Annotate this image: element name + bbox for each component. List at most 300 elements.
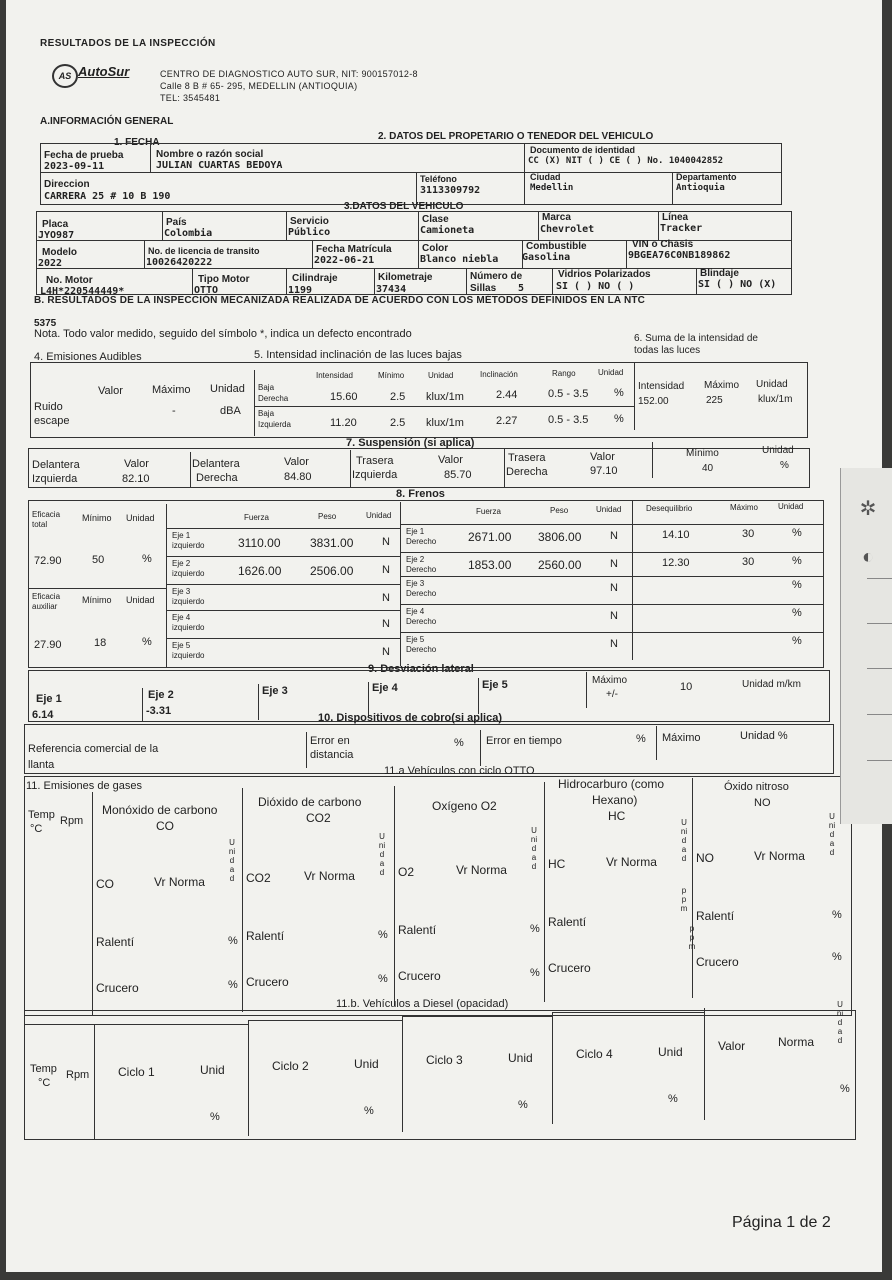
susp-unidad: Unidad — [762, 445, 794, 456]
luces-row-l1: Baja — [258, 409, 275, 418]
suma-h-unidad: Unidad — [756, 379, 788, 390]
susp-valor-1: Valor — [124, 458, 149, 470]
fecha-value: 2023-09-11 — [44, 161, 105, 172]
diesel-valor: Valor — [718, 1039, 746, 1053]
susp-v4: 97.10 — [590, 465, 618, 477]
desv-unidad: Unidad m/km — [742, 679, 801, 690]
vidrios-value: SI ( ) NO ( ) — [556, 281, 635, 292]
suma-h-maximo: Máximo — [704, 380, 740, 391]
ruido-valor-header: Valor — [98, 385, 123, 397]
ef-aux-l1: Eficacia — [32, 592, 61, 601]
diesel-pct-3: % — [518, 1099, 528, 1111]
freno-izq-side: izquierdo — [172, 651, 205, 660]
susp-c2a: Delantera — [192, 458, 240, 470]
luces-h-rango: Rango — [552, 369, 576, 378]
freno-izq-unit: N — [382, 592, 390, 604]
ef-total-l2: total — [32, 520, 48, 529]
pais-label: País — [166, 217, 187, 228]
frenos-title: 8. Frenos — [396, 488, 445, 500]
gas-no-vr-norma: Vr Norma — [754, 849, 805, 863]
ef-aux-l2: auxiliar — [32, 602, 58, 611]
ciudad-label: Ciudad — [530, 172, 561, 182]
diesel-unid-3: Unid — [508, 1051, 533, 1065]
diesel-norma: Norma — [778, 1035, 815, 1049]
freno-pct: % — [792, 555, 802, 567]
direccion-label: Direccion — [44, 179, 90, 190]
diesel-pct-last: % — [840, 1083, 850, 1095]
freno-izq-fuerza: 1626.00 — [238, 564, 282, 578]
freno-der-peso: 2560.00 — [538, 558, 582, 572]
gas-o2-ralenti-pct: % — [530, 923, 540, 935]
kilometraje-label: Kilometraje — [378, 272, 433, 283]
company-line-1: CENTRO DE DIAGNOSTICO AUTO SUR, NIT: 900157012-8 — [160, 69, 418, 79]
gas-hc-crucero: Crucero — [548, 961, 591, 975]
freno-maximo: 30 — [742, 528, 755, 540]
freno-der-fuerza: 2671.00 — [468, 530, 512, 544]
luces-row-l2: Derecha — [258, 394, 289, 403]
freno-der-peso: 3806.00 — [538, 530, 582, 544]
diesel-unid-1: Unid — [200, 1063, 225, 1077]
susp-c3b: Izquierda — [352, 469, 398, 481]
frenos-desequilibrio-h: Desequilibrio — [646, 504, 693, 513]
cilindraje-label: Cilindraje — [292, 273, 338, 284]
linea-value: Tracker — [660, 223, 703, 234]
direccion-value: CARRERA 25 # 10 B 190 — [44, 191, 171, 202]
freno-der-side: Derecho — [406, 645, 437, 654]
gas-co2-ralenti: Ralentí — [246, 929, 285, 943]
freno-der-unit: N — [610, 558, 618, 570]
combustible-label: Combustible — [526, 241, 587, 252]
desv-max-value: 10 — [680, 681, 693, 693]
vehiculo-title: 3.DATOS DEL VEHICULO — [344, 201, 464, 212]
diesel-unid-4: Unid — [658, 1045, 683, 1059]
gas-co-vr-norma: Vr Norma — [154, 875, 205, 889]
gas-co2-ralenti-pct: % — [378, 929, 388, 941]
combustible-value: Gasolina — [522, 252, 571, 263]
o2-title: Oxígeno O2 — [432, 799, 497, 813]
hc-title-3: HC — [608, 809, 626, 823]
desviacion-title: 9. Desviación lateral — [368, 663, 474, 675]
gases-temp: Temp — [28, 809, 55, 821]
gas-co-crucero: Crucero — [96, 981, 139, 995]
cobro-title: 10. Dispositivos de cobro(si aplica) — [318, 712, 502, 724]
cobro-ref-l1: Referencia comercial de la — [28, 743, 159, 755]
freno-izq-unit: N — [382, 646, 390, 658]
susp-min-value: 40 — [702, 463, 714, 474]
ef-total-pct: % — [142, 553, 152, 565]
frenos-unidad-h: Unidad — [778, 502, 804, 511]
freno-der-eje: Eje 1 — [406, 527, 425, 536]
luces-row-intensidad: 15.60 — [330, 391, 358, 403]
freno-izq-unit: N — [382, 536, 390, 548]
pais-value: Colombia — [164, 228, 213, 239]
freno-izq-eje: Eje 3 — [172, 587, 191, 596]
freno-izq-eje: Eje 4 — [172, 613, 191, 622]
cobro-unidad: Unidad % — [740, 730, 788, 742]
luces-h-minimo: Mínimo — [378, 371, 405, 380]
frenos-peso-h-izq: Peso — [318, 512, 337, 521]
freno-izq-eje: Eje 2 — [172, 559, 191, 568]
documento-label: Documento de identidad — [530, 145, 636, 155]
ef-aux-label — [32, 592, 60, 612]
company-line-2: Calle 8 B # 65- 295, MEDELLIN (ANTIOQUIA) — [160, 81, 358, 91]
ef-aux-unidad-h: Unidad — [126, 595, 155, 605]
sillas-label-1: Número de — [470, 271, 523, 282]
freno-pct: % — [792, 527, 802, 539]
gas-hc-label: HC — [548, 857, 566, 871]
modelo-label: Modelo — [42, 247, 77, 258]
susp-valor-3: Valor — [438, 454, 463, 466]
gas-no-crucero-pct: % — [832, 951, 842, 963]
susp-minimo: Mínimo — [686, 448, 719, 459]
gas-hc-ppm-vertical: ppm — [680, 886, 688, 913]
no-title-1: Óxido nitroso — [724, 781, 789, 793]
freno-izq-peso: 2506.00 — [310, 564, 354, 578]
luces-row-minimo: 2.5 — [390, 417, 406, 429]
cobro-pct-2: % — [636, 733, 646, 745]
gas-co2-unidad-vertical: Unidad — [378, 832, 386, 877]
gas-co-label: CO — [96, 877, 114, 891]
freno-desequilibrio: 12.30 — [662, 557, 690, 569]
desv-eje2-value: -3.31 — [146, 705, 172, 717]
gas-hc-ppm-vertical-2: ppm — [688, 924, 696, 951]
diesel-temp: Temp — [30, 1063, 57, 1075]
luces-row-u: % — [614, 387, 624, 399]
ef-total-minimo-h: Mínimo — [82, 513, 112, 523]
desv-eje1-value: 6.14 — [32, 709, 54, 721]
vidrios-label: Vidrios Polarizados — [558, 269, 651, 280]
vin-value: 9BGEA76C0NB189862 — [628, 250, 731, 261]
ruido-unidad-header: Unidad — [210, 383, 245, 395]
servicio-value: Público — [288, 227, 331, 238]
susp-v2: 84.80 — [284, 471, 312, 483]
section-b-note: Nota. Todo valor medido, seguido del símbolo *, indica un defecto encontrado — [34, 328, 412, 340]
cobro-ref-l2: llanta — [28, 759, 55, 771]
freno-izq-side: izquierdo — [172, 569, 205, 578]
frenos-fuerza-h-izq: Fuerza — [244, 513, 269, 522]
gas-co-ralenti: Ralentí — [96, 935, 135, 949]
desv-maximo: Máximo — [592, 675, 628, 686]
desv-eje2-label: Eje 2 — [148, 689, 174, 701]
section-a-title: A.INFORMACIÓN GENERAL — [40, 116, 174, 127]
cobro-err-dist-l1: Error en — [310, 735, 350, 747]
gas-co2-crucero-pct: % — [378, 973, 388, 985]
hc-title-1: Hidrocarburo (como — [558, 777, 665, 791]
desv-eje3-label: Eje 3 — [262, 685, 288, 697]
clase-label: Clase — [422, 214, 449, 225]
diesel-degc: °C — [38, 1077, 51, 1089]
luces-row-rango: 0.5 - 3.5 — [548, 414, 589, 426]
color-label: Color — [422, 243, 449, 254]
nombre-value: JULIAN CUARTAS BEDOYA — [156, 160, 283, 171]
luces-row-u: % — [614, 413, 624, 425]
freno-maximo: 30 — [742, 556, 755, 568]
telefono-value: 3113309792 — [420, 185, 481, 196]
ef-aux-min-value: 18 — [94, 637, 107, 649]
company-line-3: TEL: 3545481 — [160, 93, 221, 103]
ear-icon: ◐ — [861, 546, 875, 568]
freno-izq-eje: Eje 1 — [172, 531, 191, 540]
gases-title: 11. Emisiones de gases — [26, 780, 142, 792]
gas-o2-ralenti: Ralentí — [398, 923, 437, 937]
susp-c4a: Trasera — [508, 452, 546, 464]
servicio-label: Servicio — [290, 216, 329, 227]
freno-der-eje: Eje 4 — [406, 607, 425, 616]
gas-co-ralenti-pct: % — [228, 935, 238, 947]
diesel-pct-4: % — [668, 1093, 678, 1105]
ciudad-value: Medellin — [530, 183, 574, 193]
tipo-motor-value: OTTO — [194, 285, 219, 296]
suma-unit: klux/1m — [758, 394, 793, 405]
suma-title-2: todas las luces — [634, 345, 701, 356]
luces-row-intensidad: 11.20 — [330, 417, 357, 429]
gas-hc-vr-norma: Vr Norma — [606, 855, 657, 869]
placa-label: Placa — [42, 219, 69, 230]
frenos-unidad-h-der: Unidad — [596, 505, 622, 514]
matricula-value: 2022-06-21 — [314, 255, 375, 266]
luces-row-inclinacion: 2.27 — [496, 415, 518, 427]
emisiones-audibles-title: 4. Emisiones Audibles — [34, 351, 142, 363]
frenos-peso-h-der: Peso — [550, 506, 569, 515]
luces-h-unidad-2: Unidad — [598, 368, 624, 377]
desv-eje4-label: Eje 4 — [372, 682, 398, 694]
freno-izq-unit: N — [382, 564, 390, 576]
frenos-unidad-h-izq: Unidad — [366, 511, 392, 520]
co-title-1: Monóxido de carbono — [102, 803, 218, 817]
frenos-maximo-h: Máximo — [730, 503, 759, 512]
freno-der-side: Derecho — [406, 589, 437, 598]
ruido-maximo-value: - — [172, 405, 176, 417]
linea-label: Línea — [662, 212, 689, 223]
freno-der-unit: N — [610, 638, 618, 650]
ef-aux-pct: % — [142, 636, 152, 648]
no-title-2: NO — [754, 797, 771, 809]
luces-row-unit: klux/1m — [426, 417, 464, 429]
susp-valor-4: Valor — [590, 451, 615, 463]
nombre-label: Nombre o razón social — [156, 149, 264, 160]
gas-no-ralenti-pct: % — [832, 909, 842, 921]
suma-h-intensidad: Intensidad — [638, 381, 685, 392]
gas-no-label: NO — [696, 851, 714, 865]
ef-total-l1: Eficacia — [32, 510, 61, 519]
cobro-err-dist-l2: distancia — [310, 749, 354, 761]
susp-v1: 82.10 — [122, 473, 150, 485]
diesel-rpm: Rpm — [66, 1069, 90, 1081]
suma-title-1: 6. Suma de la intensidad de — [634, 333, 758, 344]
departamento-label: Departamento — [676, 172, 737, 182]
freno-der-side: Derecho — [406, 565, 437, 574]
gas-no-ralenti: Ralentí — [696, 909, 735, 923]
sillas-value: 5 — [518, 283, 525, 294]
freno-der-side: Derecho — [406, 617, 437, 626]
diesel-pct-1: % — [210, 1111, 220, 1123]
telefono-label: Teléfono — [420, 174, 457, 184]
diesel-ciclo-4: Ciclo 4 — [576, 1047, 613, 1061]
fecha-label: Fecha de prueba — [44, 150, 124, 161]
escape-label: escape — [34, 415, 70, 427]
gas-co-unidad-vertical: Unidad — [228, 838, 236, 883]
gas-co2-vr-norma: Vr Norma — [304, 869, 355, 883]
ruido-maximo-header: Máximo — [152, 384, 191, 396]
hc-title-2: Hexano) — [592, 793, 638, 807]
clase-value: Camioneta — [420, 225, 475, 236]
cobro-maximo: Máximo — [662, 732, 701, 744]
frenos-fuerza-h-der: Fuerza — [476, 507, 501, 516]
gas-o2-label: O2 — [398, 865, 415, 879]
gas-hc-unidad-vertical: Unidad — [680, 818, 688, 863]
ef-aux-minimo-h: Mínimo — [82, 595, 112, 605]
suspension-title: 7. Suspensión (si aplica) — [346, 437, 475, 449]
fecha-title: 1. FECHA — [114, 137, 160, 148]
freno-der-unit: N — [610, 530, 618, 542]
background-card — [840, 468, 892, 824]
freno-izq-side: izquierdo — [172, 541, 205, 550]
ruido-label: Ruido — [34, 401, 63, 413]
desv-pm: +/- — [606, 689, 618, 700]
freno-der-side: Derecho — [406, 537, 437, 546]
freno-izq-unit: N — [382, 618, 390, 630]
suma-maximo-value: 225 — [706, 395, 723, 406]
placa-value: JYO987 — [38, 230, 75, 241]
co2-title-1: Dióxido de carbono — [258, 795, 362, 809]
diesel-title: 11.b. Vehículos a Diesel (opacidad) — [336, 998, 509, 1010]
luces-h-inclinacion: Inclinación — [480, 370, 518, 379]
ef-total-unidad-h: Unidad — [126, 513, 155, 523]
gas-co2-label: CO2 — [246, 871, 271, 885]
diesel-unid-2: Unid — [354, 1057, 379, 1071]
freno-der-fuerza: 1853.00 — [468, 558, 512, 572]
freno-der-eje: Eje 3 — [406, 579, 425, 588]
autosur-logo — [48, 64, 156, 90]
cobro-err-tiempo: Error en tiempo — [486, 735, 562, 747]
blindaje-value: SI ( ) NO (X) — [698, 279, 777, 290]
licencia-label: No. de licencia de transito — [148, 246, 260, 256]
kilometraje-value: 37434 — [376, 284, 407, 295]
freno-pct: % — [792, 579, 802, 591]
blindaje-label: Blindaje — [700, 268, 739, 279]
freno-izq-side: izquierdo — [172, 623, 205, 632]
susp-v3: 85.70 — [444, 469, 472, 481]
matricula-label: Fecha Matrícula — [316, 244, 392, 255]
logo-badge: AS — [52, 64, 78, 88]
susp-c4b: Derecha — [506, 466, 548, 478]
ef-total-min-value: 50 — [92, 554, 105, 566]
gas-no-unidad-vertical: Unidad — [828, 812, 836, 857]
desv-eje5-label: Eje 5 — [482, 679, 508, 691]
page-number: Página 1 de 2 — [732, 1214, 831, 1231]
marca-label: Marca — [542, 212, 571, 223]
gas-co2-crucero: Crucero — [246, 975, 289, 989]
marca-value: Chevrolet — [540, 224, 595, 235]
motor-label: No. Motor — [46, 275, 93, 286]
ruido-unit: dBA — [220, 405, 241, 417]
diesel-pct-2: % — [364, 1105, 374, 1117]
susp-c1b: Izquierda — [32, 473, 78, 485]
document-title: RESULTADOS DE LA INSPECCIÓN — [40, 38, 216, 49]
logo-brand: AutoSur — [78, 64, 130, 79]
co-title-2: CO — [156, 819, 174, 833]
luces-row-inclinacion: 2.44 — [496, 389, 518, 401]
freno-der-eje: Eje 2 — [406, 555, 425, 564]
propietario-title: 2. DATOS DEL PROPETARIO O TENEDOR DEL VEHICULO — [378, 131, 654, 142]
ef-total-label — [32, 510, 60, 530]
diesel-ciclo-3: Ciclo 3 — [426, 1053, 463, 1067]
freno-izq-side: izquierdo — [172, 597, 205, 606]
luces-row-unit: klux/1m — [426, 391, 464, 403]
freno-der-unit: N — [610, 582, 618, 594]
luces-h-intensidad: Intensidad — [316, 371, 353, 380]
diesel-ciclo-1: Ciclo 1 — [118, 1065, 155, 1079]
gas-o2-vr-norma: Vr Norma — [456, 863, 507, 877]
section-b-title-2: 5375 — [34, 318, 57, 329]
freno-izq-fuerza: 3110.00 — [238, 536, 281, 550]
cilindraje-value: 1199 — [288, 285, 313, 296]
gas-co-crucero-pct: % — [228, 979, 238, 991]
diesel-ciclo-2: Ciclo 2 — [272, 1059, 309, 1073]
gas-o2-crucero-pct: % — [530, 967, 540, 979]
vin-label: VIN o Chasis — [632, 239, 694, 250]
freno-pct: % — [792, 635, 802, 647]
gases-degc: °C — [30, 823, 43, 835]
luces-title: 5. Intensidad inclinación de las luces bajas — [254, 349, 462, 361]
licencia-value: 10026420222 — [146, 257, 213, 268]
gases-rpm: Rpm — [60, 815, 84, 827]
inspection-document — [6, 0, 882, 1272]
ef-total-value: 72.90 — [34, 555, 62, 567]
freno-desequilibrio: 14.10 — [662, 529, 690, 541]
ef-aux-value: 27.90 — [34, 639, 62, 651]
documento-value: CC (X) NIT ( ) CE ( ) No. 1040042852 — [528, 156, 724, 166]
susp-c2b: Derecha — [196, 472, 238, 484]
gas-hc-ralenti: Ralentí — [548, 915, 587, 929]
sillas-label-2: Sillas — [470, 283, 497, 294]
susp-valor-2: Valor — [284, 456, 309, 468]
luces-box — [30, 362, 808, 438]
suma-title — [634, 333, 758, 357]
otto-title: 11.a Vehículos con ciclo OTTO — [384, 765, 535, 777]
susp-c1a: Delantera — [32, 459, 80, 471]
tipo-motor-label: Tipo Motor — [198, 274, 250, 285]
company-info — [160, 68, 418, 104]
co2-title-2: CO2 — [306, 811, 331, 825]
freno-izq-peso: 3831.00 — [310, 536, 354, 550]
susp-unit: % — [780, 460, 789, 471]
gas-o2-unidad-vertical: Unidad — [530, 826, 538, 871]
color-value: Blanco niebla — [420, 254, 499, 265]
section-b-title: B. RESULTADOS DE LA INSPECCIÓN MECANIZADA REALIZADA DE ACUERDO CON LOS MÉTODOS DEFINIDOS EN LA NTC — [34, 295, 646, 306]
gear-icon: ✲ — [859, 498, 877, 520]
luces-row-rango: 0.5 - 3.5 — [548, 388, 589, 400]
cobro-pct-1: % — [454, 737, 464, 749]
gas-o2-crucero: Crucero — [398, 969, 441, 983]
freno-pct: % — [792, 607, 802, 619]
suma-intensidad-value: 152.00 — [638, 396, 669, 407]
freno-der-unit: N — [610, 610, 618, 622]
luces-row-l2: Izquierda — [258, 420, 291, 429]
modelo-value: 2022 — [38, 258, 63, 269]
diesel-unidad-vertical: Unidad — [836, 1000, 844, 1045]
luces-row-l1: Baja — [258, 383, 275, 392]
freno-der-eje: Eje 5 — [406, 635, 425, 644]
gas-no-crucero: Crucero — [696, 955, 739, 969]
motor-value: L4H*220544449* — [40, 286, 125, 297]
luces-h-unidad: Unidad — [428, 371, 454, 380]
susp-c3a: Trasera — [356, 455, 394, 467]
freno-izq-eje: Eje 5 — [172, 641, 191, 650]
desv-eje1-label: Eje 1 — [36, 693, 62, 705]
luces-row-minimo: 2.5 — [390, 391, 406, 403]
departamento-value: Antioquia — [676, 183, 725, 193]
